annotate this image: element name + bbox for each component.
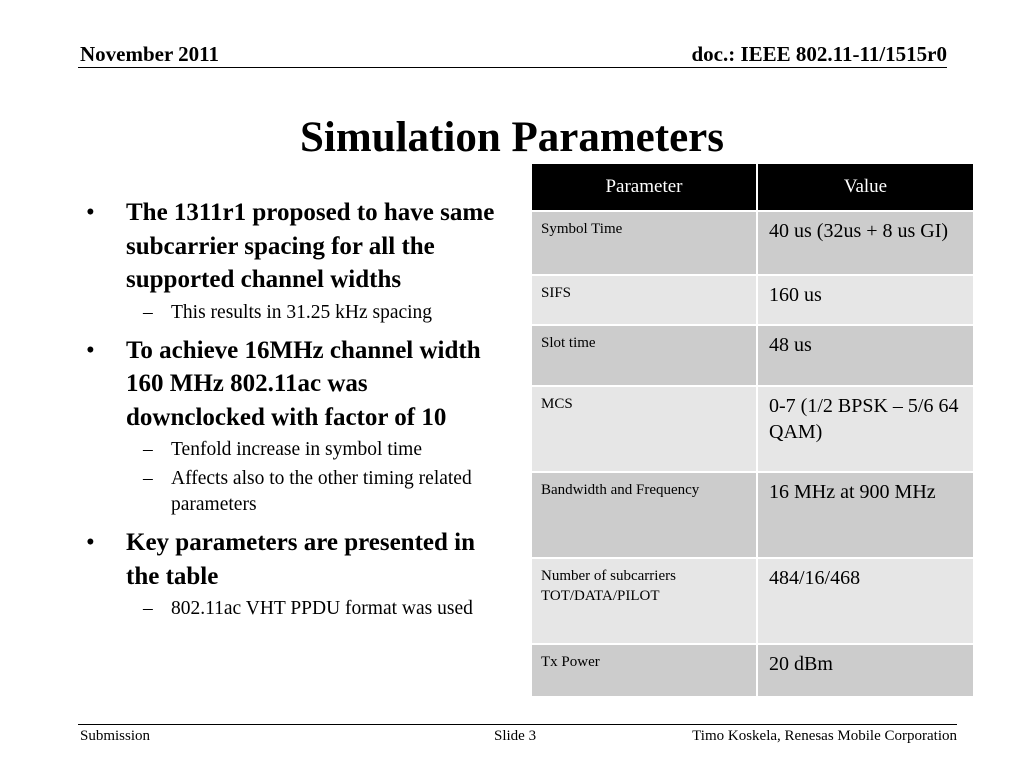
column-header-parameter: Parameter xyxy=(531,163,757,211)
footer-slide-number: Slide 3 xyxy=(494,728,537,744)
bullet-item xyxy=(80,334,510,435)
slide-title: Simulation Parameters xyxy=(300,114,724,161)
sub-bullet-item xyxy=(80,300,510,326)
header-rule xyxy=(78,67,947,68)
param-value: 48 us xyxy=(757,325,974,386)
table-row xyxy=(531,644,974,697)
parameters-table xyxy=(530,162,975,698)
param-value: 20 dBm xyxy=(757,644,974,697)
sub-bullet-dash: – xyxy=(143,598,153,619)
param-name: Symbol Time xyxy=(531,211,757,275)
bullet-dot: • xyxy=(86,529,95,556)
param-name: Number of subcarriers TOT/DATA/PILOT xyxy=(531,558,757,644)
param-name: Bandwidth and Frequency xyxy=(531,472,757,558)
param-name: Slot time xyxy=(531,325,757,386)
sub-bullet-text: This results in 31.25 kHz spacing xyxy=(171,301,433,323)
param-value: 160 us xyxy=(757,275,974,325)
bullet-dot: • xyxy=(86,199,95,226)
param-value: 484/16/468 xyxy=(757,558,974,644)
table-row xyxy=(531,472,974,558)
param-name: Tx Power xyxy=(531,644,757,697)
table-row xyxy=(531,325,974,386)
sub-bullet-dash: – xyxy=(143,439,153,460)
footer-rule xyxy=(78,724,957,725)
param-value: 16 MHz at 900 MHz xyxy=(757,472,974,558)
table-row xyxy=(531,211,974,275)
bullet-text: The 1311r1 proposed to have same subcarrier spacing for all the supported channel widths xyxy=(126,199,495,293)
sub-bullet-text: Tenfold increase in symbol time xyxy=(171,439,422,460)
bullet-dot: • xyxy=(86,336,95,364)
sub-bullet-dash: – xyxy=(143,468,153,489)
param-value: 0-7 (1/2 BPSK – 5/6 64 QAM) xyxy=(757,386,974,472)
sub-bullet-item xyxy=(80,437,510,463)
header-doc-id: doc.: IEEE 802.11-11/1515r0 xyxy=(691,42,947,66)
sub-bullet-dash: – xyxy=(143,301,153,323)
header-date: November 2011 xyxy=(80,42,220,66)
column-header-value: Value xyxy=(757,163,974,211)
table-header-row xyxy=(531,163,974,211)
sub-bullet-item xyxy=(80,466,510,518)
param-name: SIFS xyxy=(531,275,757,325)
param-value: 40 us (32us + 8 us GI) xyxy=(757,211,974,275)
bullet-item xyxy=(80,196,510,297)
table-row xyxy=(531,386,974,472)
bullet-list xyxy=(80,196,510,622)
sub-bullet-item xyxy=(80,596,510,622)
bullet-item xyxy=(80,526,510,593)
bullet-text: To achieve 16MHz channel width 160 MHz 802.11ac was downclocked with factor of 10 xyxy=(126,336,481,431)
sub-bullet-text: 802.11ac VHT PPDU format was used xyxy=(171,598,473,619)
table-row xyxy=(531,558,974,644)
param-name: MCS xyxy=(531,386,757,472)
footer-author: Timo Koskela, Renesas Mobile Corporation xyxy=(692,728,957,744)
bullet-text: Key parameters are presented in the table xyxy=(126,529,475,590)
table-row xyxy=(531,275,974,325)
footer-submission: Submission xyxy=(80,728,151,744)
sub-bullet-text: Affects also to the other timing related parameters xyxy=(171,468,472,515)
